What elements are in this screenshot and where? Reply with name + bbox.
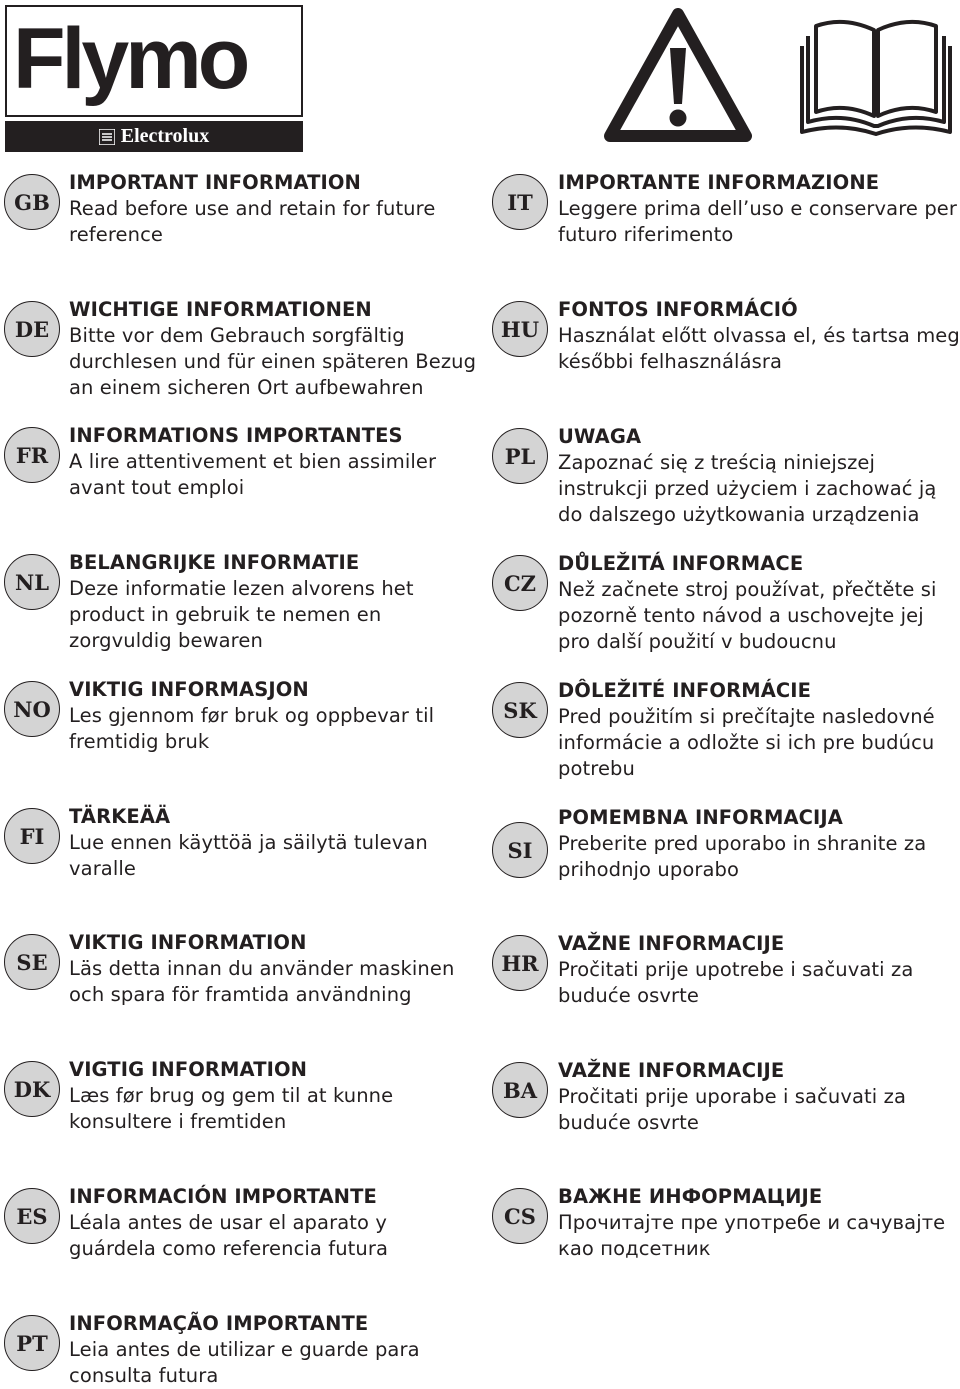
entry-title: BELANGRIJKE INFORMATIE: [69, 551, 360, 574]
entry-title: FONTOS INFORMÁCIÓ: [558, 298, 798, 321]
language-entry-pt: [0, 1311, 480, 1389]
entry-title: VIKTIG INFORMASJON: [69, 678, 309, 701]
flymo-logo: [5, 5, 303, 117]
language-entry-pl: [488, 424, 960, 534]
entry-text: Lue ennen käyttöä ja säilytä tulevan varalle: [69, 831, 428, 880]
language-entry-hu: [488, 297, 960, 407]
entry-text: Léala antes de usar el aparato y guárdela como referencia futura: [69, 1211, 389, 1260]
language-entry-fr: [0, 423, 480, 533]
entry-text: A lire attentivement et bien assimiler avant tout emploi: [69, 450, 437, 499]
entry-title: INFORMACIÓN IMPORTANTE: [69, 1185, 377, 1208]
language-badge: ES: [4, 1188, 60, 1244]
entry-text: Deze informatie lezen alvorens het product in gebruik te nemen en zorgvuldig bewaren: [69, 577, 414, 652]
entry-text: Leia antes de utilizar e guarde para consulta futura: [69, 1338, 420, 1387]
entry-title: ВАЖНЕ ИНФОРМАЦИЈЕ: [558, 1185, 823, 1208]
language-badge: BA: [492, 1062, 548, 1118]
language-badge: GB: [4, 174, 60, 230]
language-entry-ba: [488, 1058, 960, 1168]
language-badge: IT: [492, 174, 548, 230]
language-entry-fi: [0, 804, 480, 914]
entry-text: Leggere prima dell’uso e conservare per futuro riferimento: [558, 197, 958, 246]
language-badge: HU: [492, 301, 548, 357]
entry-text: Прочитајте пре употребе и сачувајте као подсетник: [558, 1211, 946, 1260]
language-badge: NL: [4, 554, 60, 610]
language-entry-no: [0, 677, 480, 787]
entry-text: Használat előtt olvassa el, és tartsa meg későbbi felhasználásra: [558, 324, 960, 373]
sub-brand-name: Electrolux: [120, 125, 210, 147]
language-entry-dk: [0, 1057, 480, 1167]
language-entry-se: [0, 930, 480, 1040]
language-badge: FI: [4, 808, 60, 864]
entry-text: Bitte vor dem Gebrauch sorgfältig durchlesen und für einen späteren Bezug an einem sicheren Ort aufbewahren: [69, 324, 477, 399]
entry-title: VIGTIG INFORMATION: [69, 1058, 308, 1081]
language-badge: FR: [4, 427, 60, 483]
entry-title: DÔLEŽITÉ INFORMÁCIE: [558, 679, 812, 702]
entry-text: Læs før brug og gem til at kunne konsultere i fremtiden: [69, 1084, 394, 1133]
entry-title: VAŽNE INFORMACIJE: [558, 1059, 785, 1082]
language-entry-it: [488, 170, 960, 280]
entry-title: TÄRKEÄÄ: [69, 805, 171, 828]
language-badge: DE: [4, 301, 60, 357]
electrolux-bar: [5, 121, 303, 152]
entry-title: VIKTIG INFORMATION: [69, 931, 307, 954]
language-entry-gb: [0, 170, 480, 280]
language-badge: PT: [4, 1315, 60, 1371]
entry-text: Preberite pred uporabo in shranite za prihodnjo uporabo: [558, 832, 927, 881]
entry-text: Pred použitím si prečítajte nasledovné informácie a odložte si ich pre budúcu potrebu: [558, 705, 935, 780]
language-badge: PL: [492, 428, 548, 484]
entry-text: Read before use and retain for future reference: [69, 197, 436, 246]
language-entry-cz: [488, 551, 960, 661]
language-entry-es: [0, 1184, 480, 1294]
entry-title: UWAGA: [558, 425, 642, 448]
language-badge: SI: [492, 822, 548, 878]
language-entry-nl: [0, 550, 480, 660]
language-badge: DK: [4, 1061, 60, 1117]
entry-title: INFORMATIONS IMPORTANTES: [69, 424, 403, 447]
language-entry-si: [488, 805, 960, 915]
brand-wordmark: Flymo: [13, 11, 247, 107]
entry-text: Les gjennom før bruk og oppbevar til fremtidig bruk: [69, 704, 435, 753]
entry-title: VAŽNE INFORMACIJE: [558, 932, 785, 955]
entry-title: POMEMBNA INFORMACIJA: [558, 806, 843, 829]
entry-text: Zapoznać się z treścią niniejszej instrukcji przed użyciem i zachować ją do dalszego użytkowania urządzenia: [558, 451, 937, 526]
language-badge: CS: [492, 1188, 548, 1244]
language-entry-sk: [488, 678, 960, 788]
language-badge: SE: [4, 934, 60, 990]
electrolux-icon: [99, 129, 115, 145]
language-badge: CZ: [492, 555, 548, 611]
entry-title: WICHTIGE INFORMATIONEN: [69, 298, 372, 321]
entry-title: IMPORTANTE INFORMAZIONE: [558, 171, 880, 194]
entry-text: Pročitati prije upotrebe i sačuvati za buduće osvrte: [558, 958, 914, 1007]
language-badge: HR: [492, 935, 548, 991]
entry-text: Pročitati prije uporabe i sačuvati za buduće osvrte: [558, 1085, 907, 1134]
language-entry-de: [0, 297, 480, 407]
warning-icon: [604, 8, 752, 142]
language-badge: SK: [492, 682, 548, 738]
entry-title: DŮLEŽITÁ INFORMACE: [558, 552, 804, 575]
entry-title: INFORMAÇÃO IMPORTANTE: [69, 1312, 369, 1335]
manual-book-icon: [796, 12, 956, 138]
language-entry-cs: [488, 1184, 960, 1294]
entry-text: Než začnete stroj používat, přečtěte si pozorně tento návod a uschovejte jej pro další použití v budoucnu: [558, 578, 937, 653]
entry-text: Läs detta innan du använder maskinen och spara för framtida användning: [69, 957, 455, 1006]
language-badge: NO: [4, 681, 60, 737]
language-entry-hr: [488, 931, 960, 1041]
entry-title: IMPORTANT INFORMATION: [69, 171, 361, 194]
